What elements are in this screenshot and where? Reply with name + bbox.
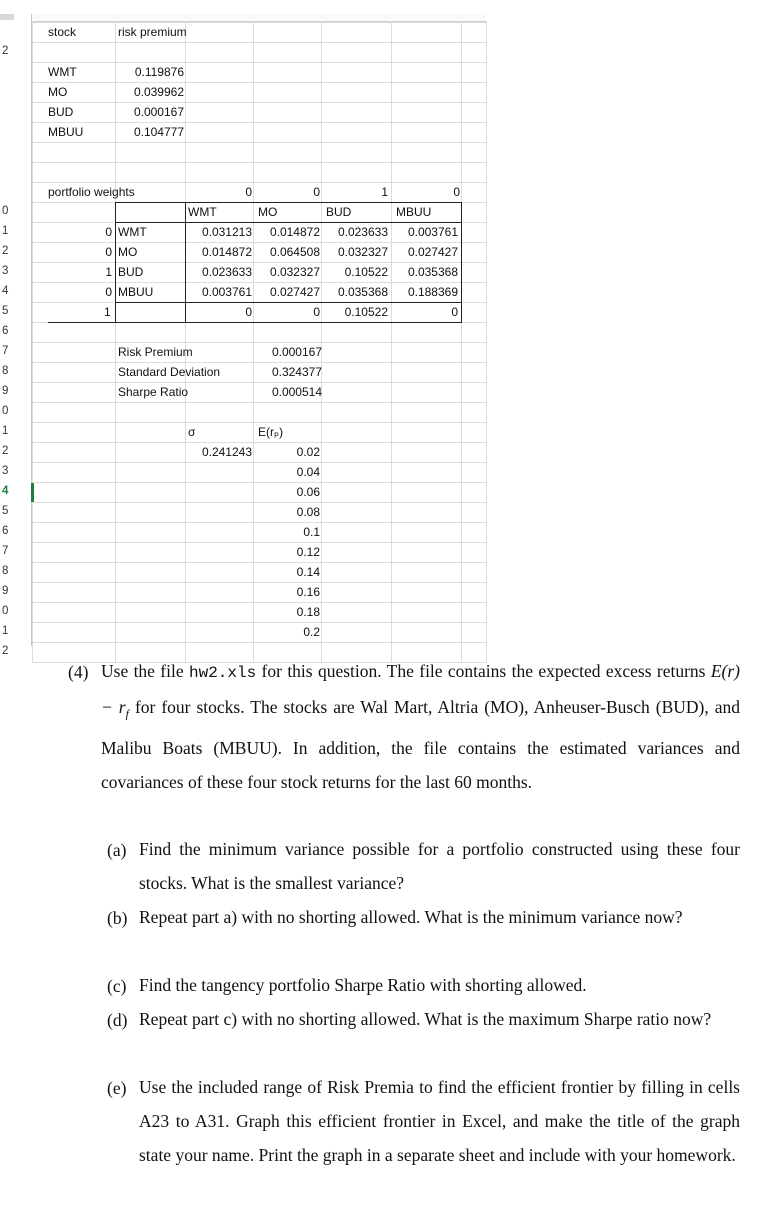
- cov-row-weight[interactable]: 0: [105, 225, 112, 239]
- part-c-label: (c): [107, 976, 127, 996]
- weighted-mbuu[interactable]: 0: [451, 305, 458, 319]
- row-number[interactable]: 9: [2, 585, 9, 597]
- expected-return-value[interactable]: 0.06: [296, 485, 320, 499]
- grid-col-line: [115, 21, 116, 662]
- risk-premium-mo[interactable]: 0.039962: [133, 85, 184, 99]
- select-all-corner[interactable]: [0, 14, 14, 20]
- grid-row-line: [32, 42, 486, 43]
- cov-row-name[interactable]: MBUU: [118, 285, 154, 299]
- row-number[interactable]: 8: [2, 565, 9, 577]
- cov-value[interactable]: 0.10522: [344, 265, 388, 279]
- weight-top-bud[interactable]: 1: [381, 185, 388, 199]
- sum-weight[interactable]: 1: [104, 305, 111, 319]
- cov-row-weight[interactable]: 0: [105, 245, 112, 259]
- cov-value[interactable]: 0.032327: [269, 265, 320, 279]
- cov-value[interactable]: 0.188369: [407, 285, 458, 299]
- row-number[interactable]: 4: [2, 485, 9, 497]
- row-number[interactable]: 2: [2, 45, 9, 57]
- stat-label-sharpe[interactable]: Sharpe Ratio: [118, 385, 189, 399]
- row-number[interactable]: 6: [2, 325, 9, 337]
- part-a-label: (a): [107, 840, 127, 860]
- cov-value[interactable]: 0.023633: [337, 225, 388, 239]
- intro-text-mid: for this question. The file contains the expected excess returns: [256, 661, 711, 681]
- grid-col-line: [486, 21, 487, 662]
- cov-value[interactable]: 0.064508: [269, 245, 320, 259]
- cov-value[interactable]: 0.032327: [337, 245, 388, 259]
- row-number[interactable]: 0: [2, 205, 9, 217]
- intro-text-pre: Use the file: [101, 661, 189, 681]
- cov-header-mbuu[interactable]: MBUU: [396, 205, 432, 219]
- cov-value[interactable]: 0.014872: [269, 225, 320, 239]
- row-number[interactable]: 4: [2, 285, 9, 297]
- cov-value[interactable]: 0.035368: [337, 285, 388, 299]
- row-number[interactable]: 1: [2, 225, 9, 237]
- row-number[interactable]: 7: [2, 345, 9, 357]
- weight-top-mo[interactable]: 0: [313, 185, 320, 199]
- cov-row-weight[interactable]: 1: [105, 265, 112, 279]
- grid-row-line: [32, 642, 486, 643]
- stock-name-mo[interactable]: MO: [48, 85, 68, 99]
- expected-return-value[interactable]: 0.02: [296, 445, 320, 459]
- expected-return-value[interactable]: 0.1: [303, 525, 320, 539]
- cov-row-name[interactable]: BUD: [118, 265, 144, 279]
- grid-col-line: [391, 21, 392, 662]
- filename: hw2.xls: [188, 664, 257, 682]
- expected-return-value[interactable]: 0.08: [296, 505, 320, 519]
- grid-col-line: [461, 21, 462, 662]
- part-c-text: Find the tangency portfolio Sharpe Ratio with shorting allowed.: [139, 975, 587, 995]
- formula: $E(r) - r_f$: [101, 661, 740, 721]
- cov-value[interactable]: 0.003761: [201, 285, 252, 299]
- part-d-text: Repeat part c) with no shorting allowed. What is the maximum Sharpe ratio now?: [139, 1009, 712, 1029]
- part-e-label: (e): [107, 1078, 127, 1098]
- row-number[interactable]: 1: [2, 625, 9, 637]
- stat-value-risk-premium[interactable]: 0.000167: [271, 345, 322, 359]
- grid-row-line: [32, 62, 486, 63]
- cov-value[interactable]: 0.027427: [407, 245, 458, 259]
- grid-row-line: [32, 402, 486, 403]
- sigma-value[interactable]: 0.241243: [201, 445, 252, 459]
- row-number[interactable]: 2: [2, 645, 9, 657]
- row-number[interactable]: 2: [2, 245, 9, 257]
- weight-top-wmt[interactable]: 0: [245, 185, 252, 199]
- expected-return-value[interactable]: 0.12: [296, 545, 320, 559]
- cov-value[interactable]: 0.003761: [407, 225, 458, 239]
- stock-name-bud[interactable]: BUD: [48, 105, 74, 119]
- weighted-mo[interactable]: 0: [313, 305, 320, 319]
- row-number[interactable]: 0: [2, 405, 9, 417]
- part-b-text: Repeat part a) with no shorting allowed. What is the minimum variance now?: [139, 907, 683, 927]
- cov-header-mo[interactable]: MO: [258, 205, 278, 219]
- cov-row-name[interactable]: MO: [118, 245, 138, 259]
- grid-col-line: [32, 21, 33, 662]
- grid-row-line: [32, 102, 486, 103]
- grid-row-line: [32, 142, 486, 143]
- row-number[interactable]: 7: [2, 545, 9, 557]
- stat-value-std-dev[interactable]: 0.324377: [271, 365, 322, 379]
- intro-text-post: for four stocks. The stocks are Wal Mart, Altria (MO), Anheuser-Busch (BUD), and Malibu Boats (MBUU). In addition, the file contains the estimated variances and covariances of these four stock returns for the last 60 months.: [101, 697, 740, 792]
- cov-row-name[interactable]: WMT: [118, 225, 147, 239]
- risk-premium-bud[interactable]: 0.000167: [133, 105, 184, 119]
- expected-return-value[interactable]: 0.14: [296, 565, 320, 579]
- row-number[interactable]: 6: [2, 525, 9, 537]
- part-e-text: Use the included range of Risk Premia to find the efficient frontier by filling in cells A23 to A31. Graph this efficient frontier in Excel, and make the title of the graph state your name. Print the graph in a separate sheet and include with your homework.: [139, 1077, 740, 1165]
- portfolio-weights-label[interactable]: portfolio weights: [48, 185, 135, 199]
- row-number[interactable]: 3: [2, 465, 9, 477]
- sigma-header[interactable]: σ: [188, 425, 196, 439]
- spreadsheet: [0, 14, 486, 657]
- part-b-label: (b): [107, 908, 128, 928]
- grid-row-line: [32, 122, 486, 123]
- row-number[interactable]: 1: [2, 425, 9, 437]
- selected-row-indicator: [31, 483, 34, 502]
- cov-value[interactable]: 0.014872: [201, 245, 252, 259]
- cov-value[interactable]: 0.023633: [201, 265, 252, 279]
- weight-top-mbuu[interactable]: 0: [453, 185, 460, 199]
- row-number[interactable]: 5: [2, 505, 9, 517]
- stat-label-risk-premium[interactable]: Risk Premium: [118, 345, 193, 359]
- expected-return-value[interactable]: 0.16: [296, 585, 320, 599]
- part-a-text: Find the minimum variance possible for a portfolio constructed using these four stocks. What is the smallest variance?: [139, 839, 740, 893]
- cov-header-wmt[interactable]: WMT: [188, 205, 217, 219]
- row-number[interactable]: 3: [2, 265, 9, 277]
- grid-row-line: [32, 22, 486, 23]
- cov-row-weight[interactable]: 0: [105, 285, 112, 299]
- header-risk-premium[interactable]: risk premium: [118, 25, 187, 39]
- expected-return-header[interactable]: E(rₚ): [258, 425, 284, 439]
- expected-return-value[interactable]: 0.2: [303, 625, 320, 639]
- row-number[interactable]: 5: [2, 305, 9, 317]
- weighted-wmt[interactable]: 0: [245, 305, 252, 319]
- part-d-label: (d): [107, 1010, 128, 1030]
- row-number[interactable]: 2: [2, 445, 9, 457]
- row-number[interactable]: 8: [2, 365, 9, 377]
- row-number[interactable]: 0: [2, 605, 9, 617]
- stat-value-sharpe[interactable]: 0.000514: [271, 385, 322, 399]
- grid-row-line: [32, 82, 486, 83]
- question-number: (4): [68, 662, 89, 682]
- header-stock[interactable]: stock: [48, 25, 77, 39]
- expected-return-value[interactable]: 0.18: [296, 605, 320, 619]
- row-number[interactable]: 9: [2, 385, 9, 397]
- cov-value[interactable]: 0.027427: [269, 285, 320, 299]
- cov-value[interactable]: 0.031213: [201, 225, 252, 239]
- risk-premium-mbuu[interactable]: 0.104777: [133, 125, 184, 139]
- stock-name-mbuu[interactable]: MBUU: [48, 125, 84, 139]
- cov-header-bud[interactable]: BUD: [326, 205, 352, 219]
- column-header-strip: [32, 14, 486, 22]
- grid-row-line: [32, 162, 486, 163]
- cov-value[interactable]: 0.035368: [407, 265, 458, 279]
- question-intro: [101, 654, 740, 799]
- stock-name-wmt[interactable]: WMT: [48, 65, 77, 79]
- weighted-bud[interactable]: 0.10522: [344, 305, 388, 319]
- expected-return-value[interactable]: 0.04: [296, 465, 320, 479]
- stat-label-std-dev[interactable]: Standard Deviation: [118, 365, 221, 379]
- risk-premium-wmt[interactable]: 0.119876: [134, 65, 184, 79]
